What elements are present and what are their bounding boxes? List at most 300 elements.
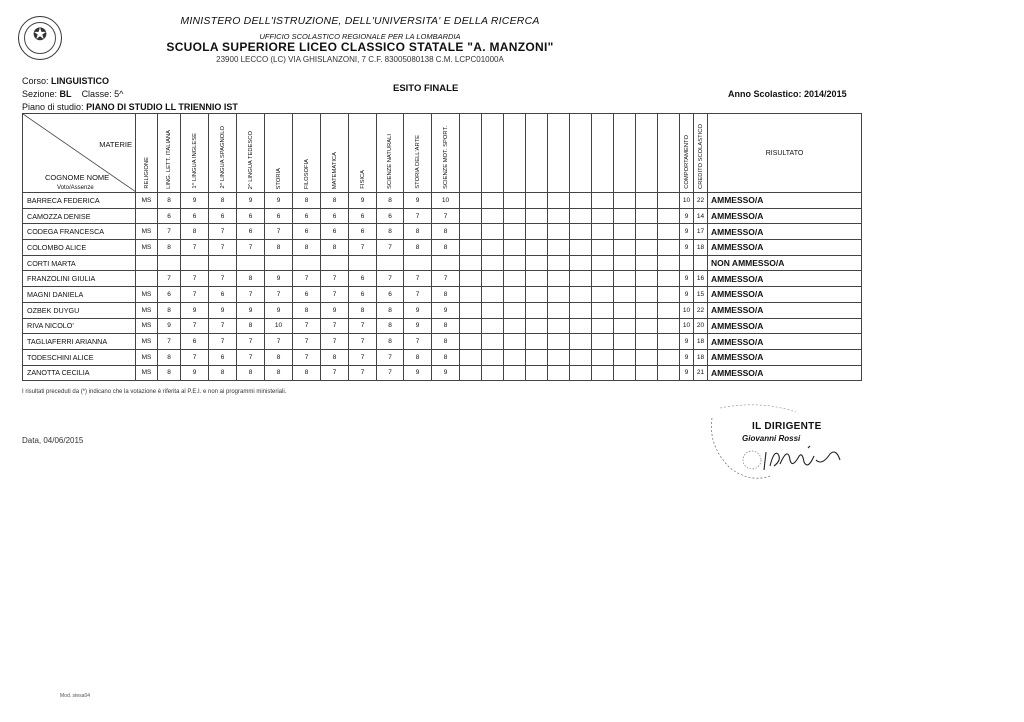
empty-cell (658, 255, 680, 271)
empty-cell (504, 193, 526, 209)
student-name: TAGLIAFERRI ARIANNA (23, 334, 136, 350)
subject-header (349, 114, 377, 193)
table-row (23, 287, 862, 303)
grade-cell: 7 (432, 271, 460, 287)
empty-cell (504, 365, 526, 381)
table-header-row (23, 114, 862, 193)
empty-cell (636, 271, 658, 287)
grade-cell: 7 (237, 334, 265, 350)
grade-cell: 8 (209, 193, 237, 209)
grade-cell: 7 (293, 334, 321, 350)
empty-cell (526, 224, 548, 240)
empty-cell (548, 318, 570, 334)
extra-header (694, 114, 708, 193)
subject-header-label: SCIENZE MOT. SPORT. (442, 125, 449, 189)
grade-cell: 8 (158, 365, 181, 381)
corso-label: Corso: (22, 76, 49, 86)
student-name: FRANZOLINI GIULIA (23, 271, 136, 287)
empty-header (482, 114, 504, 193)
school-credit: 18 (694, 334, 708, 350)
table-row (23, 318, 862, 334)
result-header (708, 114, 862, 193)
grade-cell (321, 255, 349, 271)
empty-header (526, 114, 548, 193)
empty-cell (570, 365, 592, 381)
footnote: I risultati preceduti da (*) indicano che la votazione è riferita al P.E.I. e non ai programmi ministeriali. (22, 389, 287, 395)
grade-cell: 8 (209, 365, 237, 381)
behavior-grade: 9 (680, 365, 694, 381)
table-row (23, 349, 862, 365)
empty-cell (460, 208, 482, 224)
grade-cell: MS (136, 287, 158, 303)
grade-cell: 9 (265, 193, 293, 209)
empty-cell (482, 365, 504, 381)
subject-header-label: FISICA (359, 170, 366, 189)
subject-header (136, 114, 158, 193)
school-credit: 14 (694, 208, 708, 224)
grade-cell: 6 (349, 224, 377, 240)
school-credit: 22 (694, 193, 708, 209)
empty-cell (592, 287, 614, 303)
result-cell: NON AMMESSO/A (708, 255, 862, 271)
empty-header (636, 114, 658, 193)
behavior-grade: 9 (680, 208, 694, 224)
grade-cell: 8 (265, 349, 293, 365)
grade-cell: 6 (158, 287, 181, 303)
ministry-seal-icon: ✪ (18, 16, 62, 60)
empty-cell (592, 271, 614, 287)
grade-cell: 7 (181, 240, 209, 256)
school-address: 23900 LECCO (LC) VIA GHISLANZONI, 7 C.F. 83005080138 C.M. LCPC01000A (216, 55, 504, 64)
empty-cell (570, 224, 592, 240)
grade-cell: 7 (181, 318, 209, 334)
grade-cell: 7 (377, 240, 404, 256)
grade-cell: MS (136, 302, 158, 318)
result-cell: AMMESSO/A (708, 302, 862, 318)
grade-cell: 9 (349, 193, 377, 209)
grade-cell: 7 (349, 365, 377, 381)
empty-cell (548, 193, 570, 209)
subject-header (158, 114, 181, 193)
grade-cell: 7 (321, 334, 349, 350)
behavior-grade: 9 (680, 224, 694, 240)
behavior-grade: 9 (680, 287, 694, 303)
empty-cell (504, 240, 526, 256)
table-row (23, 271, 862, 287)
empty-header (570, 114, 592, 193)
grade-cell: 8 (265, 240, 293, 256)
grade-cell (404, 255, 432, 271)
result-cell: AMMESSO/A (708, 349, 862, 365)
grade-cell: 7 (293, 271, 321, 287)
grade-cell: 7 (181, 271, 209, 287)
empty-cell (614, 255, 636, 271)
grade-cell (158, 255, 181, 271)
empty-cell (636, 193, 658, 209)
grade-cell: 8 (237, 318, 265, 334)
empty-cell (460, 302, 482, 318)
grade-cell: 10 (265, 318, 293, 334)
study-plan (22, 102, 238, 112)
model-code: Mod. stesa04 (60, 693, 91, 699)
grade-cell: 9 (181, 365, 209, 381)
grade-cell: 7 (321, 318, 349, 334)
empty-cell (504, 334, 526, 350)
grade-cell: MS (136, 334, 158, 350)
grade-cell: 7 (181, 287, 209, 303)
subject-header (432, 114, 460, 193)
empty-header (592, 114, 614, 193)
grade-cell: 6 (293, 224, 321, 240)
empty-cell (460, 255, 482, 271)
empty-cell (482, 349, 504, 365)
empty-cell (460, 224, 482, 240)
empty-cell (636, 240, 658, 256)
empty-cell (570, 334, 592, 350)
table-row (23, 208, 862, 224)
grade-cell: MS (136, 365, 158, 381)
empty-cell (548, 240, 570, 256)
empty-header (614, 114, 636, 193)
cognome-nome-label: COGNOME NOME (45, 173, 110, 182)
behavior-grade: 9 (680, 240, 694, 256)
table-row (23, 334, 862, 350)
empty-cell (526, 287, 548, 303)
grade-cell: 7 (181, 349, 209, 365)
empty-cell (482, 255, 504, 271)
student-name: CAMOZZA DENISE (23, 208, 136, 224)
grade-cell: 7 (237, 240, 265, 256)
empty-cell (504, 255, 526, 271)
grade-cell: 9 (237, 302, 265, 318)
empty-cell (460, 334, 482, 350)
empty-cell (482, 193, 504, 209)
empty-cell (658, 302, 680, 318)
grade-cell: MS (136, 240, 158, 256)
empty-cell (636, 334, 658, 350)
empty-cell (526, 255, 548, 271)
student-name: MAGNI DANIELA (23, 287, 136, 303)
empty-cell (526, 349, 548, 365)
empty-cell (460, 349, 482, 365)
subject-header-label: 2^ LINGUA SPAGNOLO (219, 126, 226, 189)
empty-cell (592, 208, 614, 224)
empty-cell (614, 271, 636, 287)
behavior-grade: 9 (680, 271, 694, 287)
classe-value: 5^ (114, 89, 124, 99)
empty-cell (658, 193, 680, 209)
table-row (23, 302, 862, 318)
empty-cell (482, 318, 504, 334)
school-year (728, 89, 847, 99)
grade-cell: 7 (237, 287, 265, 303)
grade-cell: 7 (209, 240, 237, 256)
grade-cell: 8 (293, 302, 321, 318)
empty-cell (482, 287, 504, 303)
empty-cell (504, 302, 526, 318)
empty-cell (570, 208, 592, 224)
grade-cell: 9 (404, 365, 432, 381)
table-row (23, 255, 862, 271)
grade-cell: 6 (349, 287, 377, 303)
subject-header-label: 2^ LINGUA TEDESCO (247, 130, 254, 189)
empty-cell (548, 365, 570, 381)
empty-cell (526, 208, 548, 224)
empty-cell (592, 365, 614, 381)
school-credit: 21 (694, 365, 708, 381)
grade-cell (265, 255, 293, 271)
empty-cell (592, 255, 614, 271)
empty-cell (614, 193, 636, 209)
school-credit: 22 (694, 302, 708, 318)
grade-cell (377, 255, 404, 271)
grade-cell: 8 (293, 240, 321, 256)
empty-cell (460, 240, 482, 256)
grade-cell: MS (136, 224, 158, 240)
grade-cell: 6 (237, 208, 265, 224)
grade-cell: 7 (432, 208, 460, 224)
signature-title: IL DIRIGENTE (752, 421, 822, 432)
student-name: OZBEK DUYGU (23, 302, 136, 318)
empty-cell (614, 208, 636, 224)
extra-header-label: COMPORTAMENTO (683, 135, 690, 189)
course-info (22, 76, 109, 86)
empty-cell (460, 271, 482, 287)
grade-cell: 7 (293, 349, 321, 365)
grade-cell: 7 (321, 365, 349, 381)
empty-cell (526, 318, 548, 334)
empty-cell (504, 287, 526, 303)
voto-assenze-label: Voto/Assenze (57, 185, 94, 191)
empty-cell (636, 287, 658, 303)
grade-cell: 7 (158, 224, 181, 240)
empty-cell (482, 302, 504, 318)
behavior-grade: 9 (680, 334, 694, 350)
grade-cell: 8 (432, 349, 460, 365)
extra-header-label: CREDITO SCOLASTICO (697, 124, 704, 189)
sezione-value: BL (59, 89, 72, 99)
school-name: SCUOLA SUPERIORE LICEO CLASSICO STATALE "A. MANZONI" (166, 40, 554, 54)
grade-cell: 9 (158, 318, 181, 334)
result-cell: AMMESSO/A (708, 240, 862, 256)
empty-cell (658, 318, 680, 334)
grade-cell: 6 (209, 287, 237, 303)
empty-cell (658, 287, 680, 303)
grade-cell: 8 (265, 365, 293, 381)
grade-cell: 6 (349, 271, 377, 287)
student-name: CORTI MARTA (23, 255, 136, 271)
empty-cell (592, 334, 614, 350)
grade-cell: 7 (404, 287, 432, 303)
piano-value: PIANO DI STUDIO LL TRIENNIO IST (86, 102, 238, 112)
behavior-grade: 9 (680, 349, 694, 365)
empty-cell (482, 208, 504, 224)
grade-cell: MS (136, 318, 158, 334)
empty-cell (658, 271, 680, 287)
grade-cell (293, 255, 321, 271)
grade-cell: 8 (377, 318, 404, 334)
empty-cell (592, 302, 614, 318)
empty-cell (636, 255, 658, 271)
subject-header (321, 114, 349, 193)
empty-cell (504, 318, 526, 334)
grade-cell: 9 (209, 302, 237, 318)
table-row (23, 193, 862, 209)
grade-cell: 7 (265, 287, 293, 303)
empty-cell (614, 240, 636, 256)
table-row (23, 365, 862, 381)
anno-label: Anno Scolastico: (728, 89, 802, 99)
result-header-label: RISULTATO (765, 150, 804, 157)
grade-cell: 7 (349, 240, 377, 256)
grade-cell: 8 (293, 193, 321, 209)
empty-cell (614, 318, 636, 334)
empty-cell (548, 302, 570, 318)
grade-cell: 7 (404, 334, 432, 350)
grade-cell: 9 (265, 271, 293, 287)
empty-cell (636, 318, 658, 334)
anno-value: 2014/2015 (804, 89, 847, 99)
grade-cell: 7 (404, 208, 432, 224)
piano-label: Piano di studio: (22, 102, 84, 112)
grade-cell: 7 (158, 271, 181, 287)
grade-cell: 8 (158, 302, 181, 318)
empty-cell (658, 349, 680, 365)
subject-header-label: RELIGIONE (143, 157, 150, 189)
empty-cell (570, 349, 592, 365)
subject-header (377, 114, 404, 193)
grade-cell: 7 (377, 365, 404, 381)
grade-cell: 6 (209, 208, 237, 224)
classe-label: Classe: (81, 89, 112, 99)
grade-cell: 7 (377, 271, 404, 287)
grade-cell: 8 (432, 240, 460, 256)
empty-cell (570, 287, 592, 303)
grade-cell: 6 (265, 208, 293, 224)
grade-cell: 6 (237, 224, 265, 240)
subject-header (209, 114, 237, 193)
behavior-grade (680, 255, 694, 271)
empty-cell (570, 271, 592, 287)
grade-cell (349, 255, 377, 271)
grade-cell: 9 (321, 302, 349, 318)
table-row (23, 240, 862, 256)
grade-cell: 7 (209, 318, 237, 334)
grade-cell: 7 (404, 271, 432, 287)
school-credit: 18 (694, 349, 708, 365)
grade-cell: 9 (404, 318, 432, 334)
empty-cell (526, 334, 548, 350)
empty-cell (548, 224, 570, 240)
subject-header-label: FILOSOFIA (303, 158, 310, 189)
empty-cell (658, 208, 680, 224)
empty-cell (658, 240, 680, 256)
empty-cell (548, 255, 570, 271)
empty-cell (614, 224, 636, 240)
grade-cell: 7 (377, 349, 404, 365)
grade-cell: 8 (293, 365, 321, 381)
grade-cell: 9 (237, 193, 265, 209)
grade-cell: 8 (181, 224, 209, 240)
grade-cell: 7 (349, 334, 377, 350)
grade-cell: 6 (321, 208, 349, 224)
empty-cell (548, 271, 570, 287)
result-cell: AMMESSO/A (708, 334, 862, 350)
grade-cell: MS (136, 349, 158, 365)
result-cell: AMMESSO/A (708, 224, 862, 240)
grade-cell: 7 (265, 334, 293, 350)
grade-cell: 8 (237, 365, 265, 381)
grade-cell: 7 (209, 271, 237, 287)
empty-cell (548, 287, 570, 303)
result-cell: AMMESSO/A (708, 193, 862, 209)
empty-cell (460, 318, 482, 334)
empty-cell (592, 193, 614, 209)
empty-cell (504, 224, 526, 240)
school-credit: 15 (694, 287, 708, 303)
empty-cell (570, 318, 592, 334)
grade-cell: 6 (349, 208, 377, 224)
empty-cell (592, 224, 614, 240)
result-cell: AMMESSO/A (708, 318, 862, 334)
grade-cell: 8 (321, 193, 349, 209)
result-cell: AMMESSO/A (708, 287, 862, 303)
result-cell: AMMESSO/A (708, 271, 862, 287)
student-name: CODEGA FRANCESCA (23, 224, 136, 240)
empty-cell (592, 240, 614, 256)
section-info (22, 89, 123, 99)
behavior-grade: 10 (680, 318, 694, 334)
grade-cell (136, 271, 158, 287)
empty-cell (570, 193, 592, 209)
grade-cell: 7 (349, 349, 377, 365)
empty-header (548, 114, 570, 193)
corner-header (23, 114, 136, 193)
grade-cell: 6 (181, 208, 209, 224)
empty-cell (658, 224, 680, 240)
ministry-name: MINISTERO DELL'ISTRUZIONE, DELL'UNIVERSITA' E DELLA RICERCA (180, 15, 540, 27)
empty-cell (504, 271, 526, 287)
empty-cell (614, 302, 636, 318)
student-name: ZANOTTA CECILIA (23, 365, 136, 381)
empty-cell (614, 365, 636, 381)
grade-cell: 8 (158, 240, 181, 256)
corso-value: LINGUISTICO (51, 76, 110, 86)
grade-cell: 6 (293, 208, 321, 224)
regional-office: UFFICIO SCOLASTICO REGIONALE PER LA LOMBARDIA (259, 32, 461, 41)
student-name: RIVA NICOLO' (23, 318, 136, 334)
subject-header (404, 114, 432, 193)
subject-header (237, 114, 265, 193)
empty-cell (482, 334, 504, 350)
grade-cell (136, 208, 158, 224)
grade-cell: 7 (158, 334, 181, 350)
empty-cell (482, 224, 504, 240)
grade-cell: 9 (432, 302, 460, 318)
empty-cell (482, 271, 504, 287)
subject-header (293, 114, 321, 193)
grade-cell: 8 (377, 224, 404, 240)
grade-cell: 10 (432, 193, 460, 209)
grade-cell: 8 (321, 349, 349, 365)
grade-cell: 8 (432, 334, 460, 350)
empty-cell (526, 365, 548, 381)
grade-cell: 9 (404, 193, 432, 209)
empty-cell (548, 349, 570, 365)
empty-header (658, 114, 680, 193)
grade-cell: MS (136, 193, 158, 209)
table-row (23, 224, 862, 240)
